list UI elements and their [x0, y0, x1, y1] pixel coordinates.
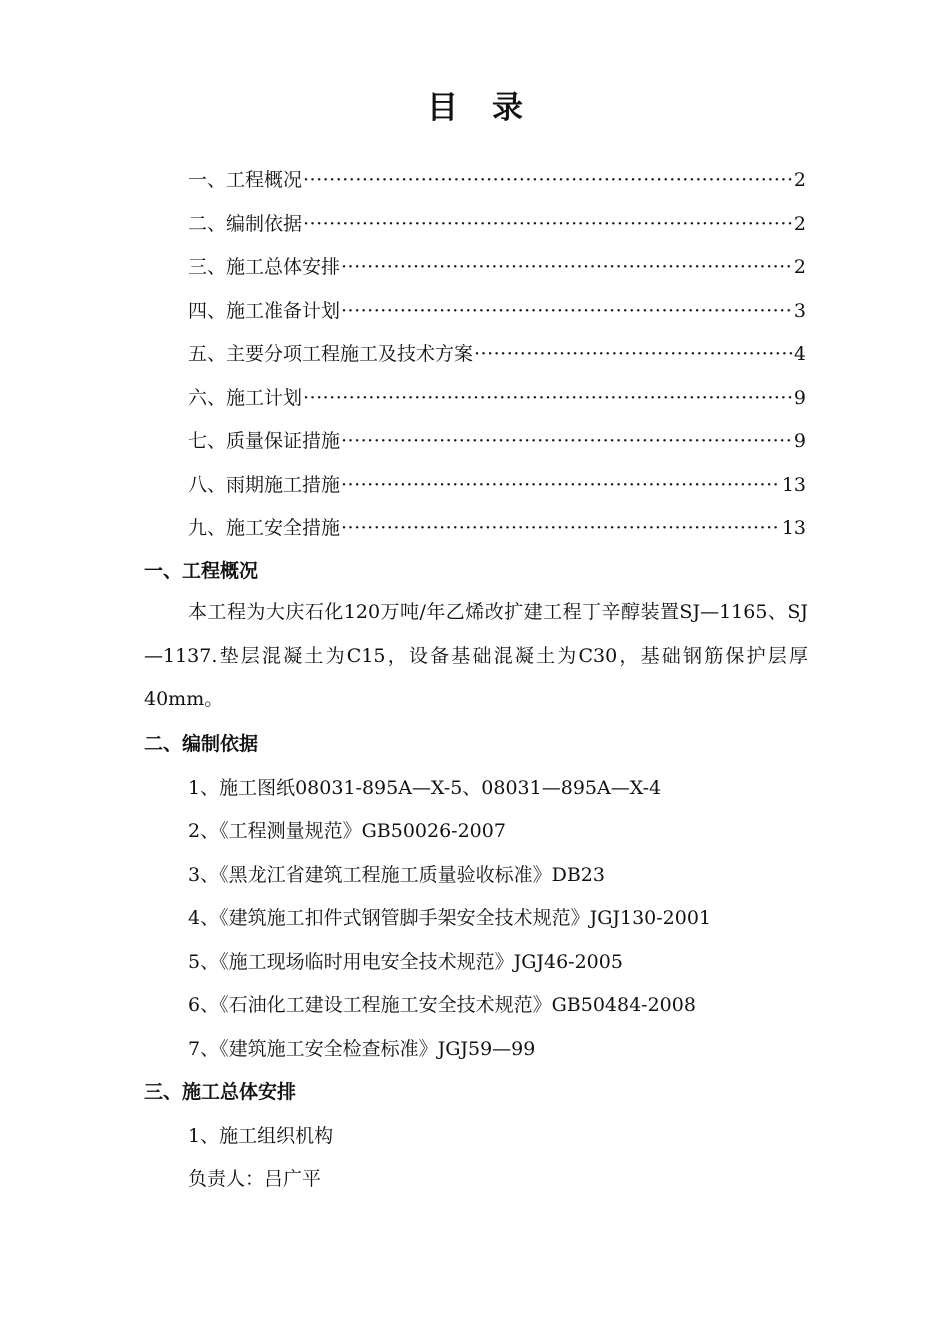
toc-entry-page: 13 [781, 473, 806, 496]
toc-leader-dots [341, 293, 793, 329]
toc-entry-page: 4 [793, 343, 806, 365]
toc-entry [188, 336, 806, 380]
toc-entry-label: 三、施工总体安排 [188, 256, 341, 278]
basis-item: 7、《建筑施工安全检查标准》JGJ59—99 [188, 1038, 536, 1060]
basis-item: 3、《黑龙江省建筑工程施工质量验收标准》DB23 [188, 864, 605, 886]
toc-entry-page: 2 [793, 169, 806, 191]
toc-entry-label: 一、工程概况 [188, 169, 303, 191]
toc-leader-dots [303, 206, 793, 242]
toc-leader-dots [303, 162, 793, 198]
toc-entry-label: 四、施工准备计划 [188, 299, 341, 322]
toc-leader-dots [341, 423, 793, 459]
section-heading-arrangement: 三、施工总体安排 [144, 1081, 297, 1103]
toc-entry-label: 五、主要分项工程施工及技术方案 [188, 343, 474, 365]
section-body-overview: 本工程为大庆石化120万吨/年乙烯改扩建工程丁辛醇装置SJ—1165、SJ—1137.垫层混凝土为C15，设备基础混凝土为C30，基础钢筋保护层厚40mm。 [144, 601, 808, 710]
arrangement-item: 1、施工组织机构 [188, 1125, 334, 1147]
basis-item: 1、施工图纸08031-895A—X-5、08031—895A—X-4 [188, 777, 662, 799]
toc-leader-dots [474, 336, 793, 372]
toc-entry-label: 六、施工计划 [188, 386, 303, 409]
toc-leader-dots [341, 467, 781, 503]
basis-item: 6、《石油化工建设工程施工安全技术规范》GB50484-2008 [188, 994, 696, 1016]
toc-leader-dots [341, 510, 781, 546]
toc-entry [188, 206, 806, 250]
toc-entry [188, 423, 806, 467]
toc-entry-label: 七、质量保证措施 [188, 430, 341, 452]
toc-entry [188, 249, 806, 293]
toc-entry-page: 9 [793, 386, 806, 409]
table-of-contents [188, 162, 806, 554]
toc-leader-dots [341, 249, 793, 285]
toc-entry [188, 510, 806, 554]
toc-entry [188, 380, 806, 424]
toc-leader-dots [303, 380, 793, 416]
toc-entry-label: 二、编制依据 [188, 212, 303, 235]
toc-entry-page: 9 [793, 430, 806, 452]
toc-entry-page: 2 [793, 212, 806, 235]
toc-entry [188, 293, 806, 337]
document-title: 目录 [427, 90, 557, 126]
toc-entry-label: 九、施工安全措施 [188, 517, 341, 539]
section-heading-overview: 一、工程概况 [144, 560, 259, 582]
toc-entry-page: 2 [793, 256, 806, 278]
basis-item: 4、《建筑施工扣件式钢管脚手架安全技术规范》JGJ130-2001 [188, 907, 712, 929]
section-heading-basis: 二、编制依据 [144, 733, 259, 755]
basis-item: 5、《施工现场临时用电安全技术规范》JGJ46-2005 [188, 951, 623, 973]
toc-entry-label: 八、雨期施工措施 [188, 473, 341, 496]
basis-item: 2、《工程测量规范》GB50026-2007 [188, 820, 506, 842]
toc-entry-page: 13 [781, 517, 806, 539]
arrangement-item: 负责人：吕广平 [188, 1168, 322, 1190]
toc-entry [188, 467, 806, 511]
toc-entry-page: 3 [793, 299, 806, 322]
toc-entry [188, 162, 806, 206]
